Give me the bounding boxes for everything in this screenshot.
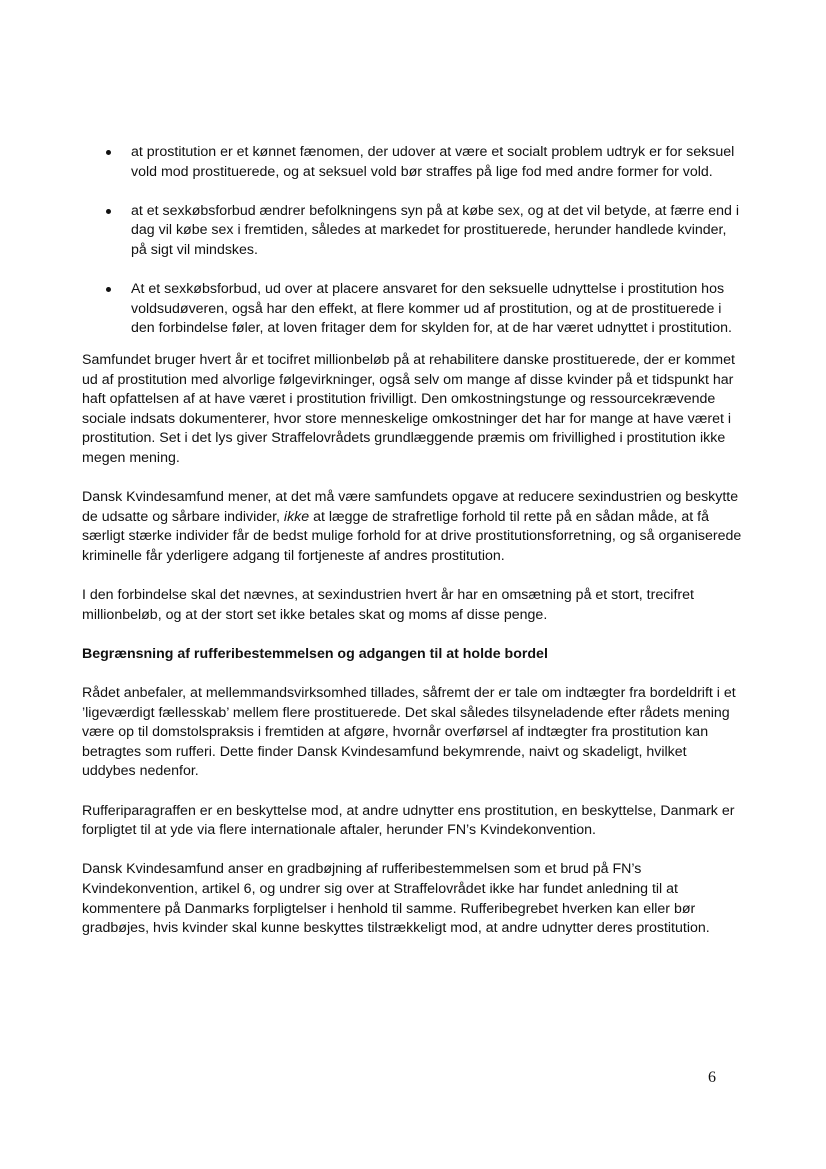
paragraph-council-recommendation: Rådet anbefaler, at mellemmandsvirksomhed tillades, såfremt der er tale om indtægter fra bordeldrift i et ’ligeværdigt fællesskab’ mellem flere prostituerede. Det skal således tilsyneladende efter rådets mening være op til domstolspraksis i fremtiden at afgøre, hvornår overførsel af indtægter fra prostitution kan betragtes som rufferi. Dette finder Dansk Kvindesamfund bekymrende, naivt og skadeligt, hvilket uddybes nedenfor. xyxy=(82,685,736,780)
paragraph-un-convention: Dansk Kvindesamfund anser en gradbøjning af rufferibestemmelsen som et brud på FN’s Kvindekonvention, artikel 6, og undrer sig over at Straffelovrådet ikke har fundet anledning til at kommentere på Danmarks forpligtelser i henhold til samme. Rufferibegrebet hverken kan eller bør gradbøjes, hvis kvinder skal kunne beskyttes tilstrækkeligt mod, at andre udnytter deres prostitution. xyxy=(82,861,710,937)
paragraph-society-task xyxy=(82,488,742,566)
bullet-item xyxy=(82,202,742,261)
paragraph-pimping-clause: Rufferiparagraffen er en beskyttelse mod, at andre udnytter ens prostitution, en beskyttelse, Danmark er forpligtet til at yde via flere internationale aftaler, herunder FN’s Kvindekonvention. xyxy=(82,802,735,839)
page-content xyxy=(82,143,742,958)
bullet-list xyxy=(82,143,742,339)
section-heading: Begrænsning af rufferibestemmelsen og adgangen til at holde bordel xyxy=(82,645,548,662)
paragraph-text: Dansk Kvindesamfund mener, at det må være samfundets opgave at reducere sexindustrien og beskytte de udsatte og sårbare individer, xyxy=(82,489,739,525)
paragraph-turnover: I den forbindelse skal det nævnes, at sexindustrien hvert år har en omsætning på et stort, trecifret millionbeløb, og at der stort set ikke betales skat og moms af disse penge. xyxy=(82,587,694,623)
bullet-icon xyxy=(106,150,111,155)
bullet-icon xyxy=(106,209,111,214)
bullet-text: at prostitution er et kønnet fænomen, der udover at være et socialt problem udtryk er for seksuel vold mod prostituerede, og at seksuel vold bør straffes på lige fod med andre former for vold. xyxy=(131,144,735,180)
bullet-item xyxy=(82,143,742,182)
page-number: 6 xyxy=(708,1069,716,1086)
paragraph-text: at lægge de strafretlige forhold til rette på en sådan måde, at få særligt stærke individer får de bedst mulige forhold for at drive prostitutionsforretning, og så organiserede kriminelle får yderligere adgang til fortjeneste af andres prostitution. xyxy=(82,508,742,564)
bullet-text: At et sexkøbsforbud, ud over at placere ansvaret for den seksuelle udnyttelse i prostitution hos voldsudøveren, også har den effekt, at flere kommer ud af prostitution, og at de prostituerede i den forbindelse føler, at loven fritager dem for skylden for, at de har været udnyttet i prostitution. xyxy=(131,281,732,337)
bullet-item xyxy=(82,280,742,339)
bullet-text: at et sexkøbsforbud ændrer befolkningens syn på at købe sex, og at det vil betyde, at færre end i dag vil købe sex i fremtiden, således at markedet for prostituerede, herunder handlede kvinder, på sigt vil mindskes. xyxy=(131,202,740,258)
emphasis-text: ikke xyxy=(283,508,310,525)
bullet-icon xyxy=(106,287,111,292)
paragraph-rehabilitation: Samfundet bruger hvert år et tocifret millionbeløb på at rehabilitere danske prostituerede, der er kommet ud af prostitution med alvorlige følgevirkninger, også selv om mange af disse kvinder på et tidspunkt har haft opfattelsen af at have været i prostitution frivilligt. Den omkostningstunge og ressourcekrævende sociale indsats dokumenterer, hvor store menneskelige omkostninger det har for mange at have været i prostitution. Set i det lys giver Straffelovrådets grundlæggende præmis om frivillighed i prostitution ikke megen mening. xyxy=(82,351,735,466)
